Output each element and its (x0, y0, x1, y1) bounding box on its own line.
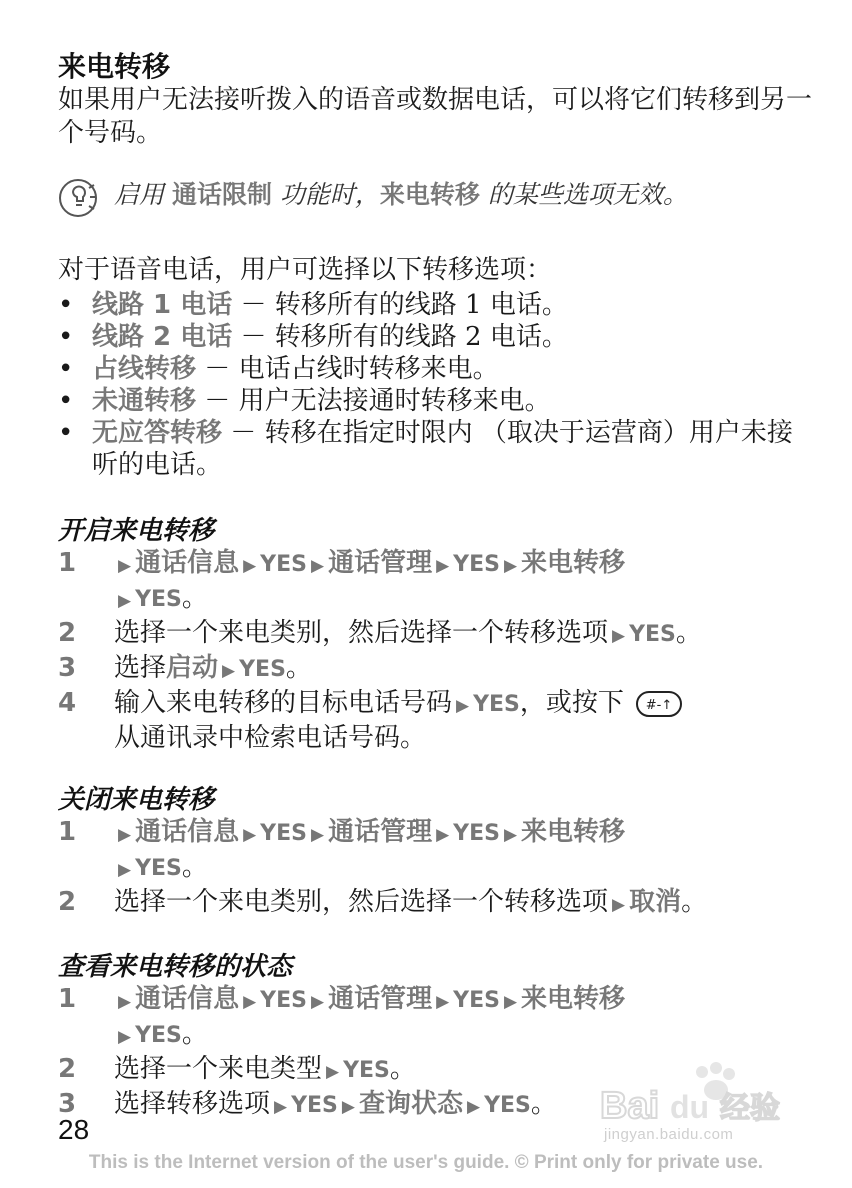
step-text: 选择转移选项 (114, 1089, 271, 1119)
watermark-url: jingyan.baidu.com (604, 1126, 734, 1143)
menu-call-forward: 来电转移 (521, 548, 626, 578)
disable-title: 关闭来电转移 (58, 785, 215, 815)
svg-text:经验: 经验 (720, 1091, 780, 1126)
arrow-icon: ▶ (612, 626, 626, 646)
arrow-icon: ▶ (243, 992, 257, 1012)
option-item: • 占线转移 － 电话占线时转移来电。 (58, 354, 499, 384)
enable-step (58, 617, 818, 652)
option-dash: － (204, 354, 231, 384)
option-name: 未通转移 (92, 386, 197, 416)
step-number: 4 (58, 688, 77, 718)
yes-key: YES (135, 856, 182, 881)
disable-step (58, 886, 818, 921)
arrow-icon: ▶ (612, 895, 626, 915)
arrow-icon: ▶ (118, 860, 132, 880)
yes-key: YES (484, 1093, 531, 1118)
menu-call-manage: 通话管理 (328, 817, 433, 847)
option-dash: － (240, 290, 267, 320)
option-item: • 未通转移 － 用户无法接通时转移来电。 (58, 386, 551, 416)
menu-call-manage: 通话管理 (328, 984, 433, 1014)
yes-key: YES (135, 1023, 182, 1048)
arrow-icon: ▶ (243, 825, 257, 845)
tip-menu-call-forward: 来电转移 (379, 180, 480, 209)
option-name: 占线转移 (92, 354, 197, 384)
arrow-icon: ▶ (310, 992, 325, 1012)
option-item: • 线路 2 电话 － 转移所有的线路 2 电话。 (58, 322, 568, 352)
step-number: 3 (58, 653, 77, 683)
arrow-icon: ▶ (436, 556, 450, 576)
step-number: 1 (58, 817, 77, 847)
step-number: 1 (58, 984, 77, 1014)
menu-call-info: 通话信息 (135, 984, 240, 1014)
step-number: 2 (58, 887, 77, 917)
arrow-icon: ▶ (436, 825, 450, 845)
menu-query-status: 查询状态 (358, 1089, 463, 1119)
menu-call-info: 通话信息 (135, 548, 240, 578)
option-dash: － (204, 386, 231, 416)
step-number: 1 (58, 548, 77, 578)
option-name: 无应答转移 (92, 418, 223, 448)
yes-key: YES (453, 821, 500, 846)
yes-key: YES (239, 657, 286, 682)
yes-key: YES (260, 552, 307, 577)
arrow-icon: ▶ (503, 825, 518, 845)
baidu-watermark-logo (596, 1058, 816, 1158)
status-title: 查看来电转移的状态 (58, 952, 293, 982)
period: 。 (389, 1054, 416, 1084)
option-desc: 电话占线时转移来电。 (238, 354, 499, 384)
period: 。 (681, 887, 708, 917)
tip-text-pre: 启用 (114, 180, 172, 209)
status-step (58, 983, 818, 1053)
tip-text-post: 的某些选项无效。 (479, 180, 688, 209)
menu-start: 启动 (166, 653, 219, 683)
options-intro: 对于语音电话，用户可选择以下转移选项： (58, 255, 553, 285)
menu-call-info: 通话信息 (135, 817, 240, 847)
arrow-icon: ▶ (310, 825, 325, 845)
arrow-icon: ▶ (118, 591, 132, 611)
arrow-icon: ▶ (456, 696, 470, 716)
option-desc: 转移所有的线路 2 电话。 (274, 322, 568, 352)
footer-disclaimer: This is the Internet version of the user's guide. © Print only for private use. (88, 1152, 764, 1173)
enable-step (58, 687, 818, 754)
arrow-icon: ▶ (118, 556, 132, 576)
yes-key: YES (473, 692, 520, 717)
hash-key-icon (636, 691, 682, 717)
step-text: 选择 (114, 653, 167, 683)
option-desc: 用户无法接通时转移来电。 (238, 386, 551, 416)
enable-title: 开启来电转移 (58, 516, 215, 546)
step-text: 选择一个来电类别，然后选择一个转移选项 (114, 618, 609, 648)
yes-key: YES (135, 587, 182, 612)
arrow-icon: ▶ (310, 556, 325, 576)
yes-key: YES (260, 821, 307, 846)
menu-cancel: 取消 (629, 887, 682, 917)
svg-text:Bai: Bai (600, 1085, 660, 1127)
option-name: 线路 1 电话 (92, 290, 233, 320)
options-list (58, 289, 818, 481)
step-number: 3 (58, 1089, 77, 1119)
option-name: 线路 2 电话 (92, 322, 233, 352)
period: 。 (181, 852, 208, 882)
arrow-icon: ▶ (243, 556, 257, 576)
yes-key: YES (453, 988, 500, 1013)
period: 。 (675, 618, 702, 648)
yes-key: YES (629, 622, 676, 647)
step-text: ，或按下 (519, 688, 624, 718)
yes-key: YES (343, 1058, 390, 1083)
tip-text (114, 178, 688, 211)
arrow-icon: ▶ (118, 1027, 132, 1047)
section-intro: 如果用户无法接听拨入的语音或数据电话，可以将它们转移到另一个号码。 (58, 85, 813, 148)
tip-note (58, 178, 818, 218)
enable-step (58, 652, 818, 687)
menu-call-manage: 通话管理 (328, 548, 433, 578)
arrow-icon: ▶ (467, 1097, 481, 1117)
step-text: 从通讯录中检索电话号码。 (114, 723, 427, 753)
page-number: 28 (58, 1114, 90, 1145)
arrow-icon: ▶ (274, 1097, 288, 1117)
arrow-icon: ▶ (436, 992, 450, 1012)
menu-call-forward: 来电转移 (521, 984, 626, 1014)
option-item: • 无应答转移 － 转移在指定时限内 （取决于运营商）用户未接听的电话。 (58, 418, 793, 480)
step-text: 选择一个来电类型 (114, 1054, 323, 1084)
arrow-icon: ▶ (503, 992, 518, 1012)
tip-text-mid: 功能时， (271, 180, 380, 209)
period: 。 (181, 1019, 208, 1049)
svg-text:du: du (670, 1089, 710, 1125)
menu-call-forward: 来电转移 (521, 817, 626, 847)
period: 。 (181, 583, 208, 613)
option-desc: 转移在指定时限内 （取决于运营商）用户未接听的电话。 (92, 418, 793, 480)
step-text: 选择一个来电类别，然后选择一个转移选项 (114, 887, 609, 917)
section-title: 来电转移 (58, 50, 171, 83)
step-text: 输入来电转移的目标电话号码 (114, 688, 453, 718)
arrow-icon: ▶ (118, 992, 132, 1012)
option-desc: 转移所有的线路 1 电话。 (274, 290, 568, 320)
yes-key: YES (453, 552, 500, 577)
option-item: • 线路 1 电话 － 转移所有的线路 1 电话。 (58, 290, 568, 320)
period: 。 (285, 653, 312, 683)
arrow-icon: ▶ (118, 825, 132, 845)
hash-key-label: #-↑ (645, 698, 673, 713)
yes-key: YES (291, 1093, 338, 1118)
option-dash: － (230, 418, 257, 448)
disable-step (58, 816, 818, 886)
enable-step (58, 547, 818, 617)
option-dash: － (240, 322, 267, 352)
arrow-icon: ▶ (341, 1097, 355, 1117)
arrow-icon: ▶ (326, 1062, 340, 1082)
arrow-icon: ▶ (222, 661, 236, 681)
step-number: 2 (58, 1054, 77, 1084)
period: 。 (530, 1089, 557, 1119)
lightbulb-tip-icon (58, 178, 102, 218)
manual-page (58, 50, 818, 1123)
step-number: 2 (58, 618, 77, 648)
arrow-icon: ▶ (503, 556, 518, 576)
yes-key: YES (260, 988, 307, 1013)
tip-menu-call-barring: 通话限制 (171, 180, 272, 209)
